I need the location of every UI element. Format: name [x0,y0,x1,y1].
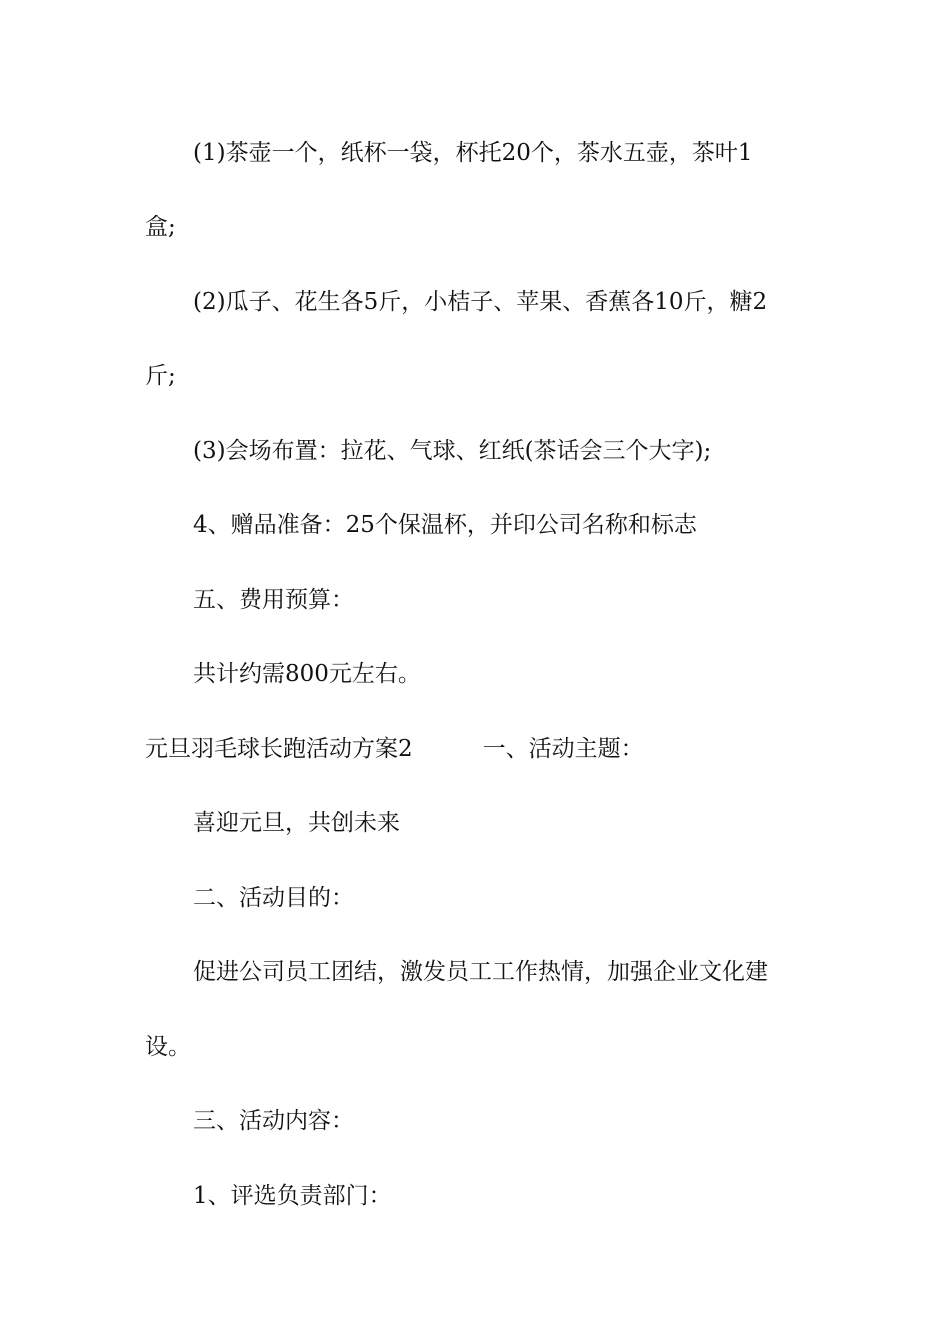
paragraph-line: 4、赠品准备：25个保温杯，并印公司名称和标志 [193,512,697,538]
paragraph-line: 1、评选负责部门： [193,1183,392,1209]
section-heading: 一、活动主题： [482,736,644,762]
heading-line [145,734,644,764]
paragraph-line: 共计约需800元左右。 [193,661,421,687]
paragraph-line: (2)瓜子、花生各5斤，小桔子、苹果、香蕉各10斤，糖2 [193,289,768,315]
paragraph-line: 喜迎元旦，共创未来 [193,810,400,836]
paragraph-line: 设。 [145,1034,191,1060]
section-heading: 二、活动目的： [193,885,354,911]
paragraph-line: (1)茶壶一个，纸杯一袋，杯托20个，茶水五壶，茶叶1 [193,140,753,166]
paragraph-line: 促进公司员工团结，激发员工工作热情，加强企业文化建 [193,959,768,985]
section-heading: 五、费用预算： [193,587,354,613]
document-title: 元旦羽毛球长跑活动方案2 [145,736,413,762]
paragraph-line: 斤; [145,363,176,389]
paragraph-line: 盒; [145,214,176,240]
paragraph-line: (3)会场布置：拉花、气球、红纸(茶话会三个大字); [193,438,712,464]
section-heading: 三、活动内容： [193,1108,354,1134]
